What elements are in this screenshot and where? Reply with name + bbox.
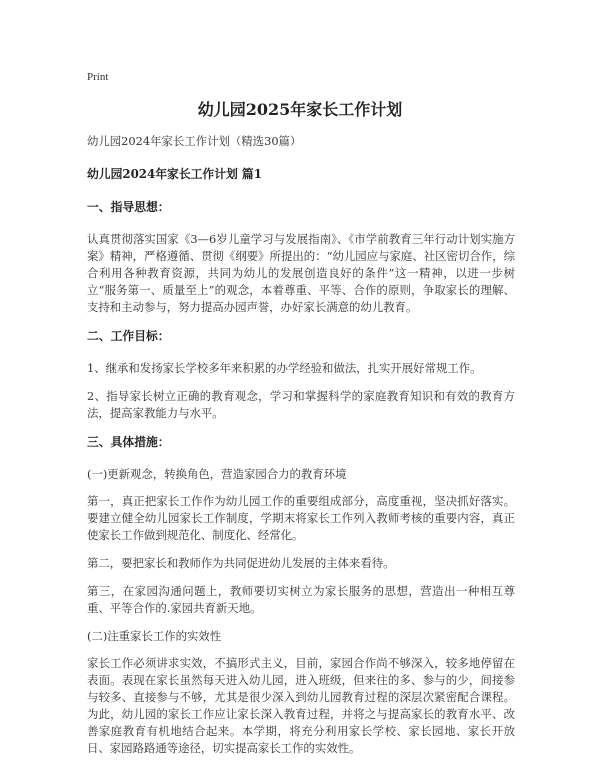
paragraph: 2、指导家长树立正确的教育观念，学习和掌握科学的家庭教育知识和有效的教育方法，提高家教能力与水平。 (87, 389, 515, 420)
paragraph: 认真贯彻落实国家《3—6岁儿童学习与发展指南》、《市学前教育三年行动计划实施方案》精神，严格遵循、贯彻《纲要》所提出的：“幼儿园应与家庭、社区密切合作，综合利用各种教育资源，共同为幼儿的发展创造良好的条件”这一精神，以进一步树立“服务第一、质量至上”的观念，本着尊重、平等、合作的原则，争取家长的理解、支持和主动参与，努力提高办园声誉，办好家长满意的幼儿教育。 (87, 232, 515, 314)
article-heading: 幼儿园2024年家长工作计划 篇1 (87, 167, 262, 181)
section-heading-measures: 三、具体措施： (87, 435, 170, 449)
page-title: 幼儿园2025年家长工作计划 (197, 100, 403, 119)
subsection-heading: (一)更新观念，转换角色，营造家园合力的教育环境 (87, 467, 347, 481)
subsection-heading: (二)注重家长工作的实效性 (87, 629, 222, 643)
paragraph: 1、继承和发扬家长学校多年来积累的办学经验和做法，扎实开展好常规工作。 (87, 361, 482, 375)
paragraph: 家长工作必须讲求实效，不搞形式主义，目前，家园合作尚不够深入，较多地停留在表面。表现在家长虽然每天进入幼儿园，进入班级，但来往的多、参与的少，间接参与较多、直接参与不够，尤其是很少深入到幼儿园教育过程的深层次紧密配合课程。为此，幼儿园的家长工作应让家长深入教育过程，并将之与提高家长的教育水平、改善家庭教育有机地结合起来。本学期，将充分利用家长学校、家长园地、家长开放日、家园路路通等途径，切实提高家长工作的实效性。 (87, 656, 515, 755)
paragraph: 第一，真正把家长工作作为幼儿园工作的重要组成部分，高度重视，坚决抓好落实。要建立健全幼儿园家长工作制度，学期末将家长工作列入教师考核的重要内容，真正使家长工作做到规范化、制度化、经常化。 (87, 494, 515, 542)
paragraph: 第三，在家园沟通问题上，教师要切实树立为家长服务的思想，营造出一种相互尊重、平等合作的.家园共育新天地。 (87, 584, 515, 615)
article-subtitle: 幼儿园2024年家长工作计划（精选30篇） (87, 134, 302, 148)
print-link[interactable]: Print (87, 71, 109, 83)
article-body (87, 133, 515, 768)
section-heading-guiding: 一、指导思想： (87, 200, 170, 214)
paragraph: 第二，要把家长和教师作为共同促进幼儿发展的主体来看待。 (87, 556, 395, 570)
section-heading-goals: 二、工作目标： (87, 329, 170, 343)
